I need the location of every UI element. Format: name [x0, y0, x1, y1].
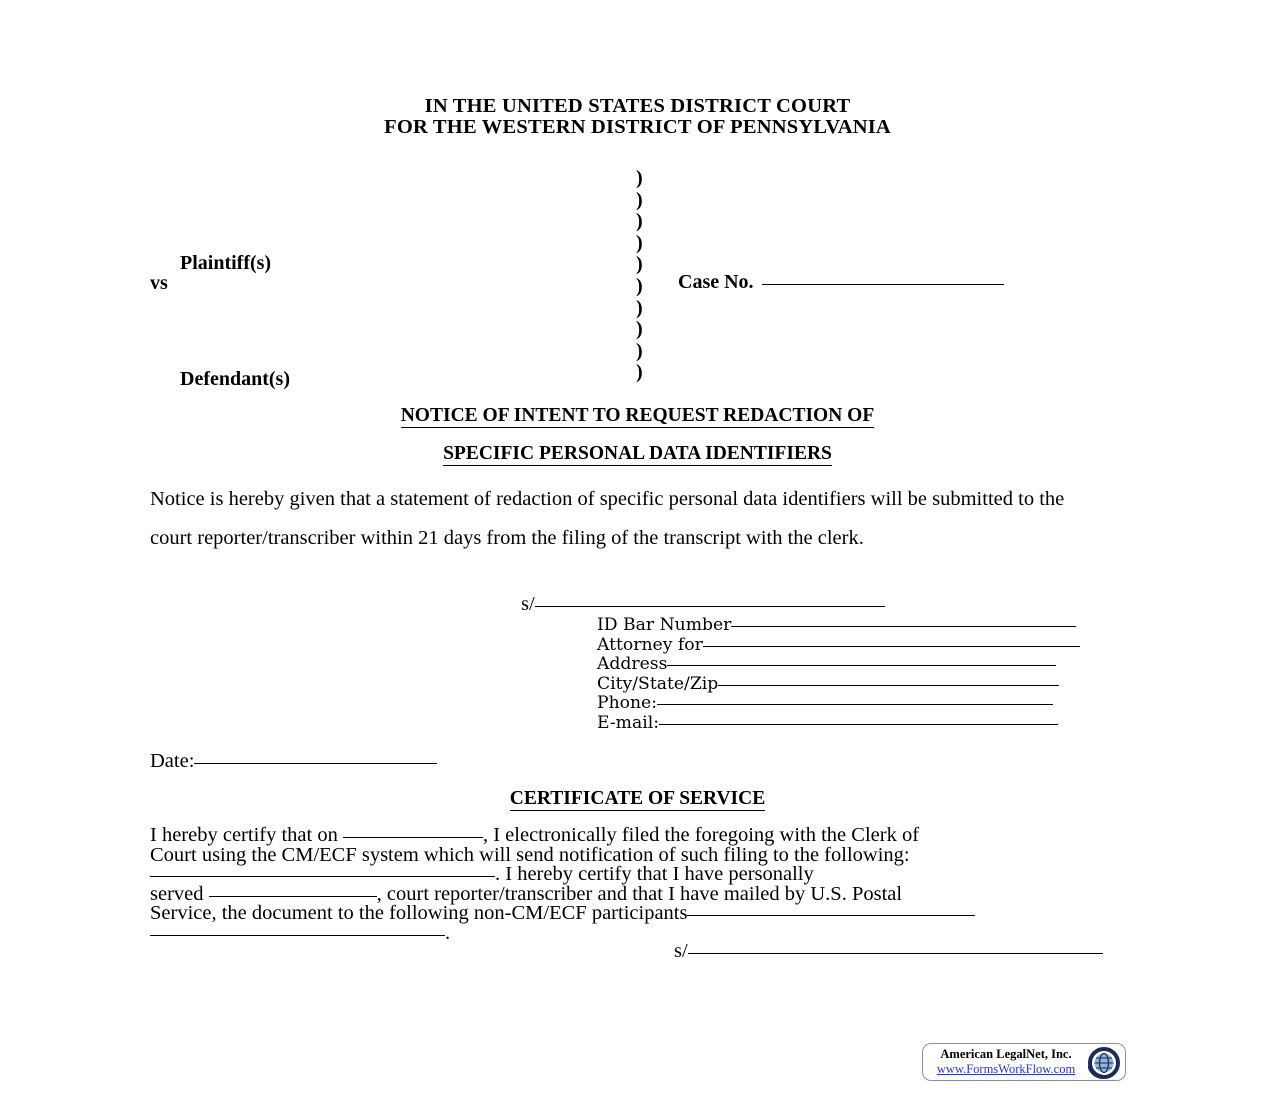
certificate-line-4-pre: served: [150, 882, 209, 905]
notice-paragraph: Notice is hereby given that a statement of redaction of specific personal data identifiers will be submitted to the court reporter/transcriber within 21 days from the filing of the transcript with the clerk.: [150, 488, 1065, 549]
attorney-info-label: Attorney for: [597, 634, 703, 655]
date-field[interactable]: [150, 750, 437, 773]
attorney-signature-line[interactable]: [521, 593, 885, 616]
attorney-info-label: E-mail:: [597, 712, 660, 733]
attorney-info-row: [597, 616, 1117, 636]
court-title-line-1: IN THE UNITED STATES DISTRICT COURT: [424, 95, 851, 117]
certificate-signature-blank[interactable]: [688, 953, 1103, 954]
attorney-info-row: [597, 675, 1117, 695]
certificate-signature-line[interactable]: [674, 940, 1103, 963]
caption-paren: ): [636, 339, 643, 362]
attorney-info-row: [597, 694, 1117, 714]
attorney-info-row: [597, 655, 1117, 675]
defendant-label: Defendant(s): [180, 368, 290, 390]
document-title-line-2: [0, 443, 1275, 465]
document-title-line-1-text: NOTICE OF INTENT TO REQUEST REDACTION OF: [400, 405, 875, 426]
caption-paren: ): [636, 274, 643, 297]
caption-paren: ): [636, 188, 643, 211]
attorney-info-blank[interactable]: [718, 685, 1059, 686]
document-title-line-1: [0, 405, 1275, 427]
attorney-info-row: [597, 636, 1117, 656]
certificate-participants-blank[interactable]: [687, 915, 975, 916]
certificate-line-5-pre: Service, the document to the following non-CM/ECF participants: [150, 902, 688, 925]
caption-paren: ): [636, 210, 643, 233]
attorney-info-blank[interactable]: [659, 724, 1058, 725]
globe-logo-icon: [1088, 1047, 1120, 1078]
attorney-info-label: Address: [597, 654, 668, 675]
certificate-line-5: [150, 904, 1130, 924]
date-blank[interactable]: [194, 763, 437, 764]
certificate-paragraph: [150, 826, 1130, 944]
certificate-recipients-blank[interactable]: [150, 876, 495, 877]
versus-label: vs: [150, 272, 168, 294]
caption-paren: ): [636, 253, 643, 276]
attorney-info-blank[interactable]: [657, 704, 1053, 705]
certificate-line-6-post: .: [445, 921, 451, 944]
certificate-line-2: Court using the CM/ECF system which will send notification of such filing to the following:: [150, 843, 910, 866]
plaintiff-label: Plaintiff(s): [180, 252, 272, 274]
attorney-info-label: Phone:: [597, 693, 658, 714]
document-title-line-2-text: SPECIFIC PERSONAL DATA IDENTIFIERS: [443, 443, 832, 464]
signature-prefix: s/: [521, 593, 535, 615]
legalnet-footer-text: [931, 1047, 1081, 1077]
certificate-line-3-post: . I hereby certify that I have personally: [495, 863, 814, 886]
case-number-field[interactable]: [678, 271, 1004, 294]
attorney-info-row: [597, 714, 1117, 734]
caption-paren: ): [636, 296, 643, 319]
certificate-served-blank[interactable]: [209, 896, 377, 897]
case-number-blank[interactable]: [762, 284, 1004, 285]
attorney-info-fields: [597, 616, 1117, 734]
attorney-info-blank[interactable]: [667, 665, 1056, 666]
attorney-info-blank[interactable]: [703, 646, 1080, 647]
case-number-label: Case No.: [678, 271, 754, 293]
signature-blank[interactable]: [535, 606, 885, 607]
certificate-line-1-post: , I electronically filed the foregoing with the Clerk of: [482, 824, 920, 846]
attorney-info-label: City/State/Zip: [597, 673, 719, 694]
certificate-heading-text: CERTIFICATE OF SERVICE: [509, 788, 766, 809]
legalnet-url-link[interactable]: www.FormsWorkFlow.com: [936, 1062, 1076, 1076]
certificate-participants-blank-cont[interactable]: [150, 935, 445, 936]
attorney-info-blank[interactable]: [731, 626, 1076, 627]
legalnet-footer-stamp: [922, 1043, 1126, 1081]
certificate-line-4-post: , court reporter/transcriber and that I have mailed by U.S. Postal: [376, 882, 903, 905]
date-label: Date:: [150, 750, 195, 772]
case-caption: [0, 168, 1275, 398]
caption-paren-divider: [636, 168, 643, 384]
caption-paren: ): [636, 231, 643, 254]
certificate-line-1-pre: I hereby certify that on: [150, 824, 343, 846]
caption-paren: ): [636, 318, 643, 341]
attorney-info-label: ID Bar Number: [597, 615, 732, 635]
certificate-date-blank[interactable]: [343, 837, 483, 838]
caption-paren: ): [636, 361, 643, 384]
certificate-signature-prefix: s/: [674, 940, 688, 962]
legalnet-company-name: American LegalNet, Inc.: [940, 1047, 1072, 1061]
caption-paren: ): [636, 167, 643, 189]
certificate-line-1: [150, 826, 1130, 846]
court-title-line-2: FOR THE WESTERN DISTRICT OF PENNSYLVANIA: [384, 116, 891, 138]
certificate-heading: [0, 788, 1275, 810]
court-title: [0, 96, 1275, 138]
